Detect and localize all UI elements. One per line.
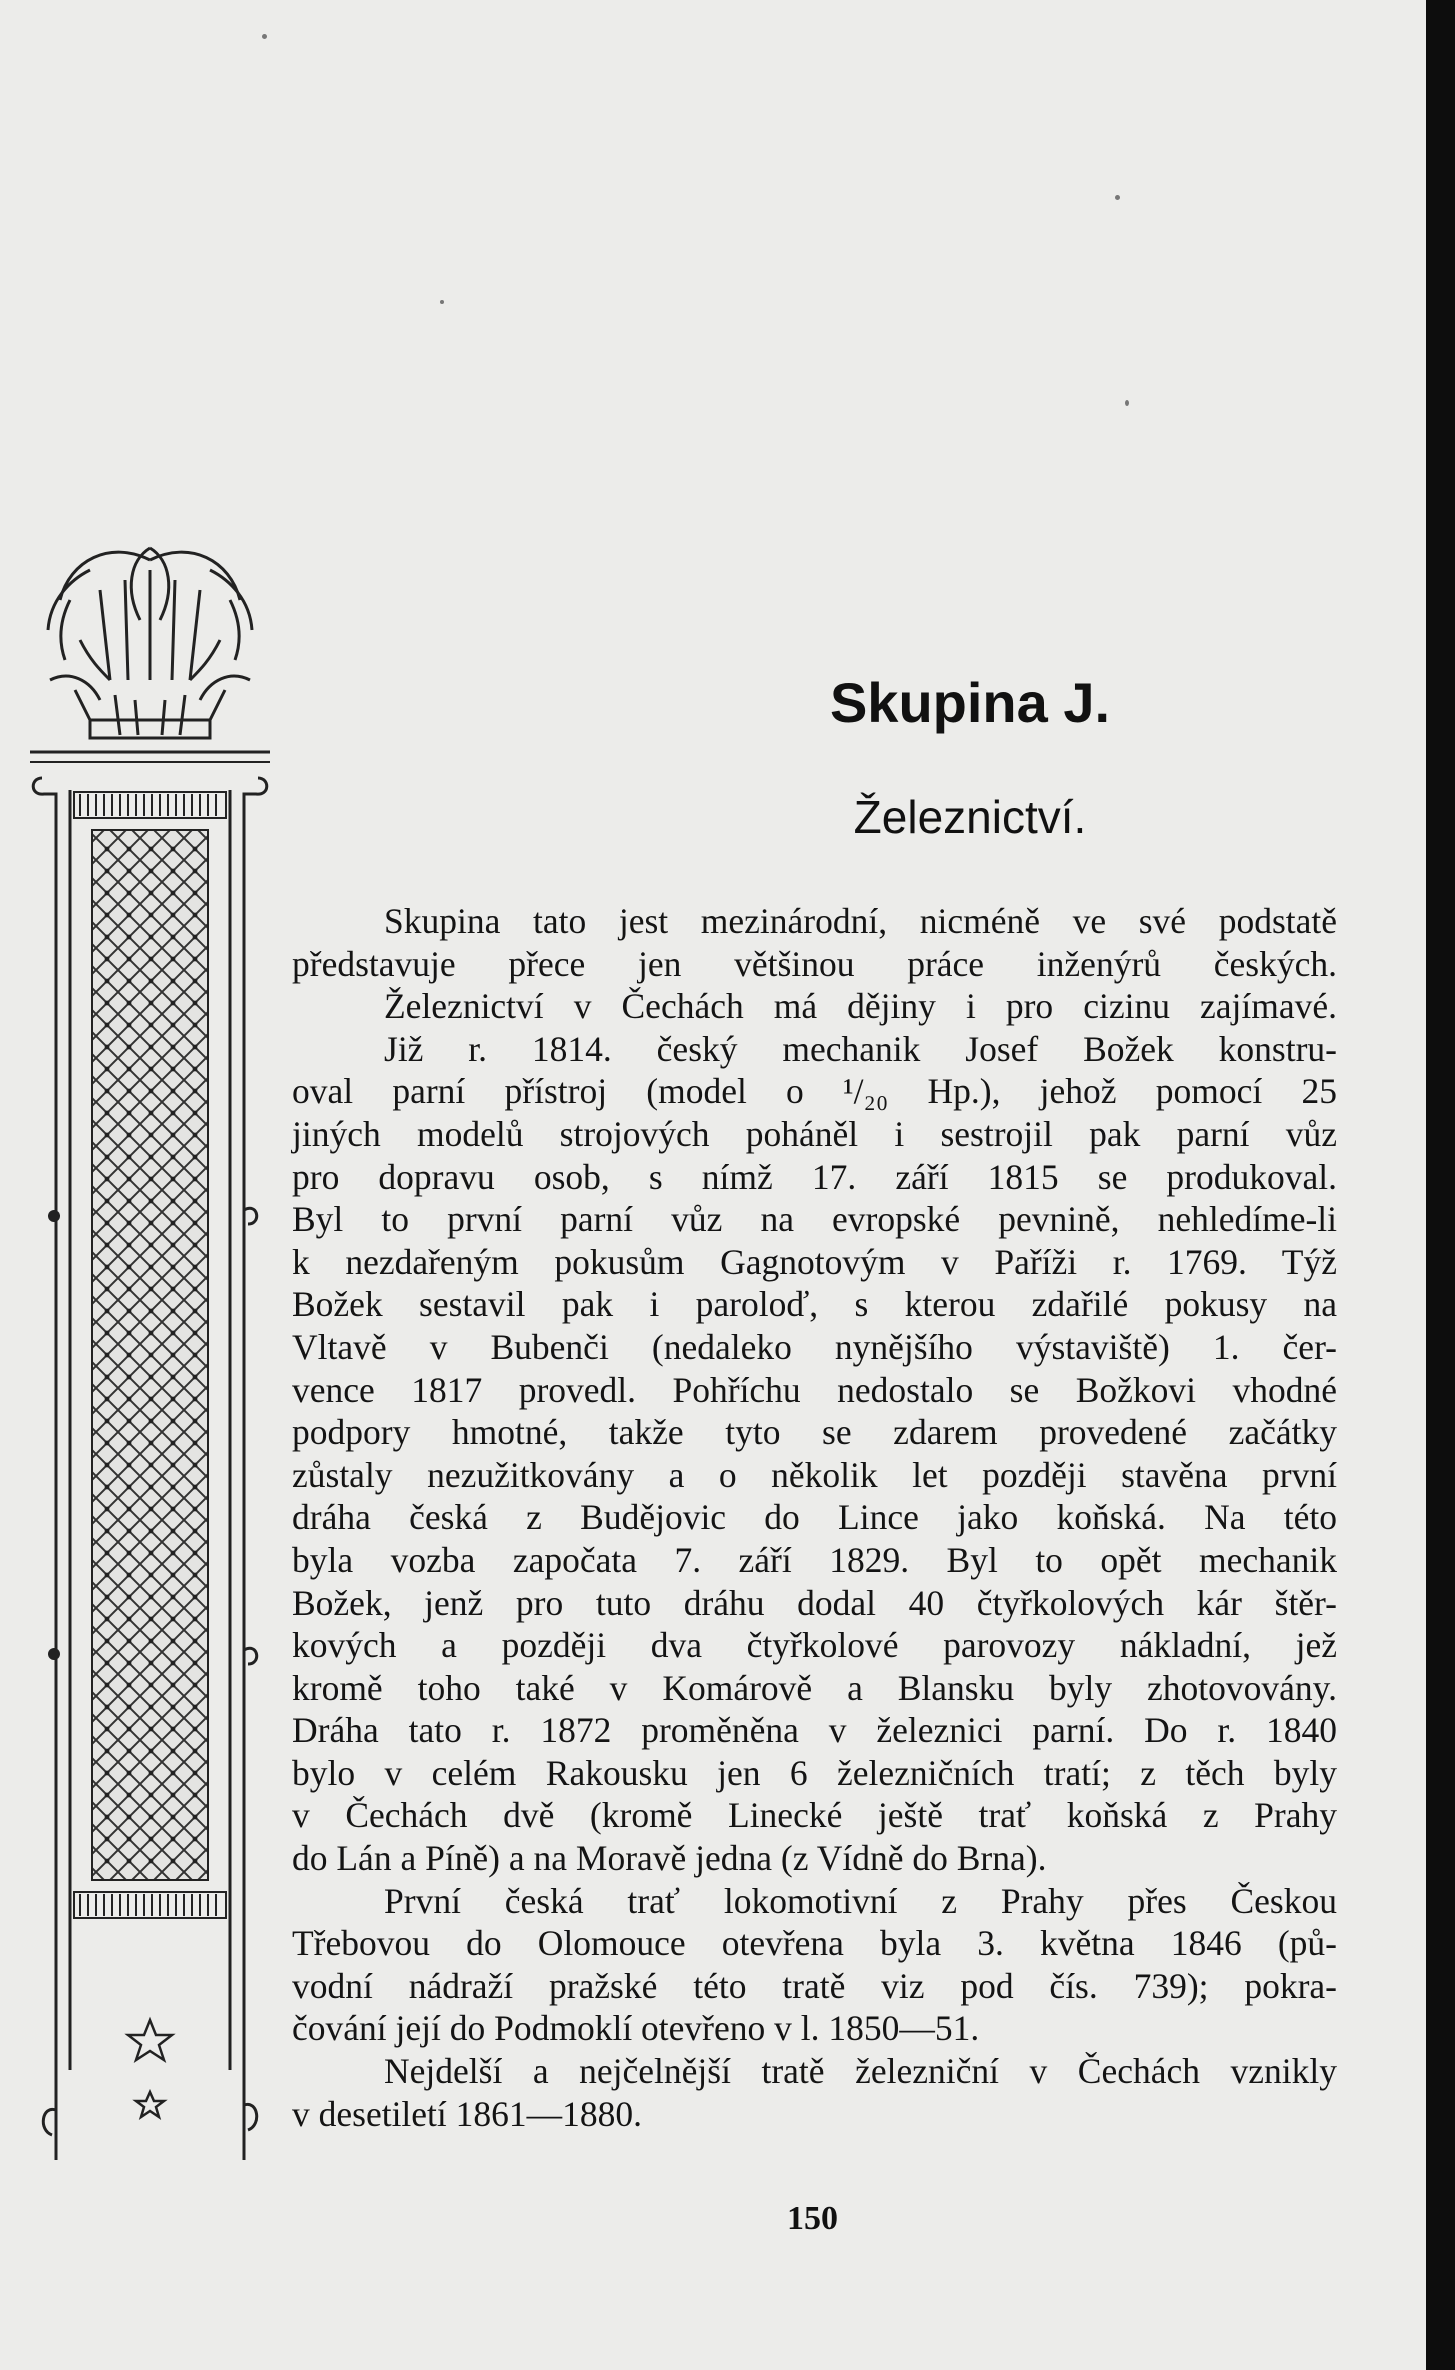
text-line: Vltavě v Bubenči (nedaleko nynějšího výstaviště) 1. čer- [292, 1326, 1337, 1367]
text-line: do Lán a Píně) a na Moravě jedna (z Vídně do Brna). [292, 1838, 1047, 1879]
text-line: Božek, jenž pro tuto dráhu dodal 40 čtyřkolových kár štěr- [292, 1582, 1337, 1623]
text-line: Byl to první parní vůz na evropské pevnině, nehledíme-li [292, 1199, 1337, 1240]
text-line: v desetiletí 1861—1880. [292, 2093, 643, 2134]
text-line: čování její do Podmoklí otevřeno v l. 1850—51. [292, 2008, 980, 2049]
print-speck [440, 300, 444, 304]
text-line: v Čechách dvě (kromě Linecké ještě trať koňská z Prahy [292, 1795, 1337, 1836]
text-line: představuje přece jen většinou práce inženýrů českých. [292, 943, 1337, 984]
paragraph [292, 2050, 1337, 2135]
text-line: dráha česká z Budějovic do Lince jako koňská. Na této [292, 1497, 1337, 1538]
text-line: k nezdařeným pokusům Gagnotovým v Paříži r. 1769. Týž [292, 1241, 1337, 1282]
text-line: Božek sestavil pak i paroloď, s kterou zdařilé pokusy na [292, 1284, 1337, 1325]
text-line: bylo v celém Rakousku jen 6 železničních tratí; z těch byly [292, 1752, 1337, 1793]
paragraph [292, 900, 1337, 1880]
page-number: 150 [787, 2200, 838, 2237]
text-line: pro dopravu osob, s nímž 17. září 1815 se produkoval. [292, 1156, 1337, 1197]
scan-edge [1426, 0, 1455, 2370]
text-line: Železnictví v Čechách má dějiny i pro cizinu zajímavé. [384, 986, 1337, 1027]
text-line: Dráha tato r. 1872 proměněna v železnici parní. Do r. 1840 [292, 1710, 1337, 1751]
text-line: První česká trať lokomotivní z Prahy přes Českou [384, 1880, 1337, 1921]
text-line: Nejdelší a nejčelnější tratě železniční v Čechách vznikly [384, 2051, 1337, 2092]
section-heading: Železnictví. [853, 791, 1087, 843]
text-line: vodní nádraží pražské této tratě viz pod čís. 739); pokra- [292, 1965, 1337, 2006]
text-line: vence 1817 provedl. Pohříchu nedostalo se Božkovi vhodné [292, 1369, 1337, 1410]
text-line: oval parní přístroj (model o ¹/₂₀ Hp.), jehož pomocí 25 [292, 1071, 1337, 1112]
text-line: Třebovou do Olomouce otevřena byla 3. května 1846 (pů- [292, 1923, 1337, 1964]
text-line: Již r. 1814. český mechanik Josef Božek konstru- [384, 1028, 1337, 1069]
body-text [292, 900, 1337, 2135]
star-icon [128, 2020, 172, 2117]
print-speck [1115, 195, 1120, 200]
text-line: byla vozba započata 7. září 1829. Byl to opět mechanik [292, 1539, 1337, 1580]
group-heading: Skupina J. [829, 671, 1111, 734]
text-line: jiných modelů strojových poháněl i sestrojil pak parní vůz [292, 1113, 1337, 1154]
decorative-column-ornament [30, 530, 270, 2170]
print-speck [1125, 400, 1129, 406]
text-line: kových a později dva čtyřkolové parovozy nákladní, jež [292, 1625, 1337, 1666]
text-line: podpory hmotné, takže tyto se zdarem provedené začátky [292, 1412, 1337, 1453]
text-line: kromě toho také v Komárově a Blansku byly zhotovovány. [292, 1667, 1337, 1708]
text-line: zůstaly nezužitkovány a o několik let později stavěna první [292, 1454, 1337, 1495]
ornament-dot-icon [48, 1210, 60, 1222]
paragraph [292, 1880, 1337, 2050]
lotus-capital-icon [48, 548, 252, 738]
print-speck [262, 34, 267, 39]
text-line: Skupina tato jest mezinárodní, nicméně ve své podstatě [384, 901, 1337, 941]
